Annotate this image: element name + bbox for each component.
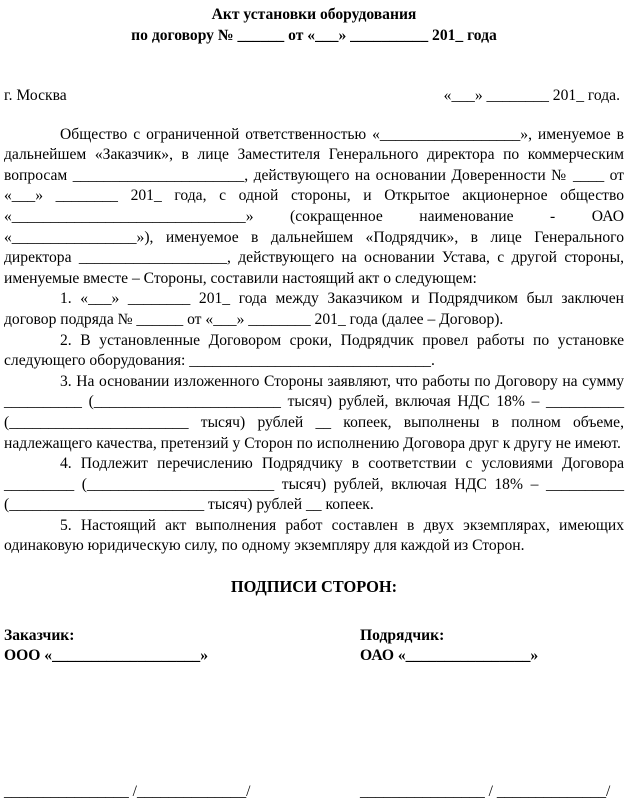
document-title: Акт установки оборудования (211, 6, 417, 23)
clause-2: 2. В установленные Договором сроки, Подрядчик провел работы по установке следующего оборудования: _______________________________. (4, 331, 624, 370)
city-label: г. Москва (4, 87, 67, 104)
date-label: «___» ________ 201_ года. (443, 87, 620, 104)
signatures-heading: ПОДПИСИ СТОРОН: (230, 577, 398, 597)
customer-signature-line: ________________ /______________/ (4, 783, 251, 800)
contractor-block (360, 626, 538, 667)
signature-lines (4, 782, 624, 803)
document-subtitle: по договору № ______ от «___» __________ 201_ года (131, 27, 497, 44)
clause-4: 4. Подлежит перечислению Подрядчику в соответствии с условиями Договора _________ (________________________ тысяч) рублей, включая НДС 18% – __________ (_________________________ тысяч) рублей __ копеек. (4, 455, 624, 514)
clause-5: 5. Настоящий акт выполнения работ составлен в двух экземплярах, имеющих одинаковую юридическую силу, по одному экземпляру для каждой из Сторон. (4, 516, 624, 555)
contractor-org: ОАО «________________» (360, 647, 539, 665)
place-date-row (4, 86, 624, 107)
document-page (4, 4, 624, 667)
parties-block (4, 626, 624, 667)
preamble-paragraph: Общество с ограниченной ответственностью «__________________», именуемое в дальнейшем «Заказчик», в лице Заместителя Генерального директора по коммерческим вопросам ______________________, действующего на основании Доверенности № ____ от «___» ________ 201_ года, с одной стороны, и Открытое акционерное общество «______________________________» (сокращенное наименование - ОАО «________________»), именуемое в дальнейшем «Подрядчик», в лице Генерального директора ___________________, действующего на основании Устава, с другой стороны, именуемые вместе – Стороны, составили настоящий акт о следующем: (4, 125, 624, 287)
contractor-label: Подрядчик: (360, 626, 445, 644)
clause-3: 3. На основании изложенного Стороны заявляют, что работы по Договору на сумму __________ (________________________ тысяч) рублей, включая НДС 18% – __________ (_______________________ тысяч) рублей __ копеек, выполнены в полном объеме, надлежащего качества, претензий у Сторон по исполнению Договора друг к другу не имеют. (4, 372, 624, 452)
clause-1: 1. «___» ________ 201_ года между Заказчиком и Подрядчиком был заключен договор подряда № ______ от «___» ________ 201_ года (далее – Договор). (4, 290, 624, 328)
customer-org: ООО «___________________» (4, 647, 209, 665)
customer-label: Заказчик: (4, 626, 75, 644)
contractor-signature-line: ________________ / ______________/ (360, 783, 611, 800)
customer-block (4, 626, 360, 667)
